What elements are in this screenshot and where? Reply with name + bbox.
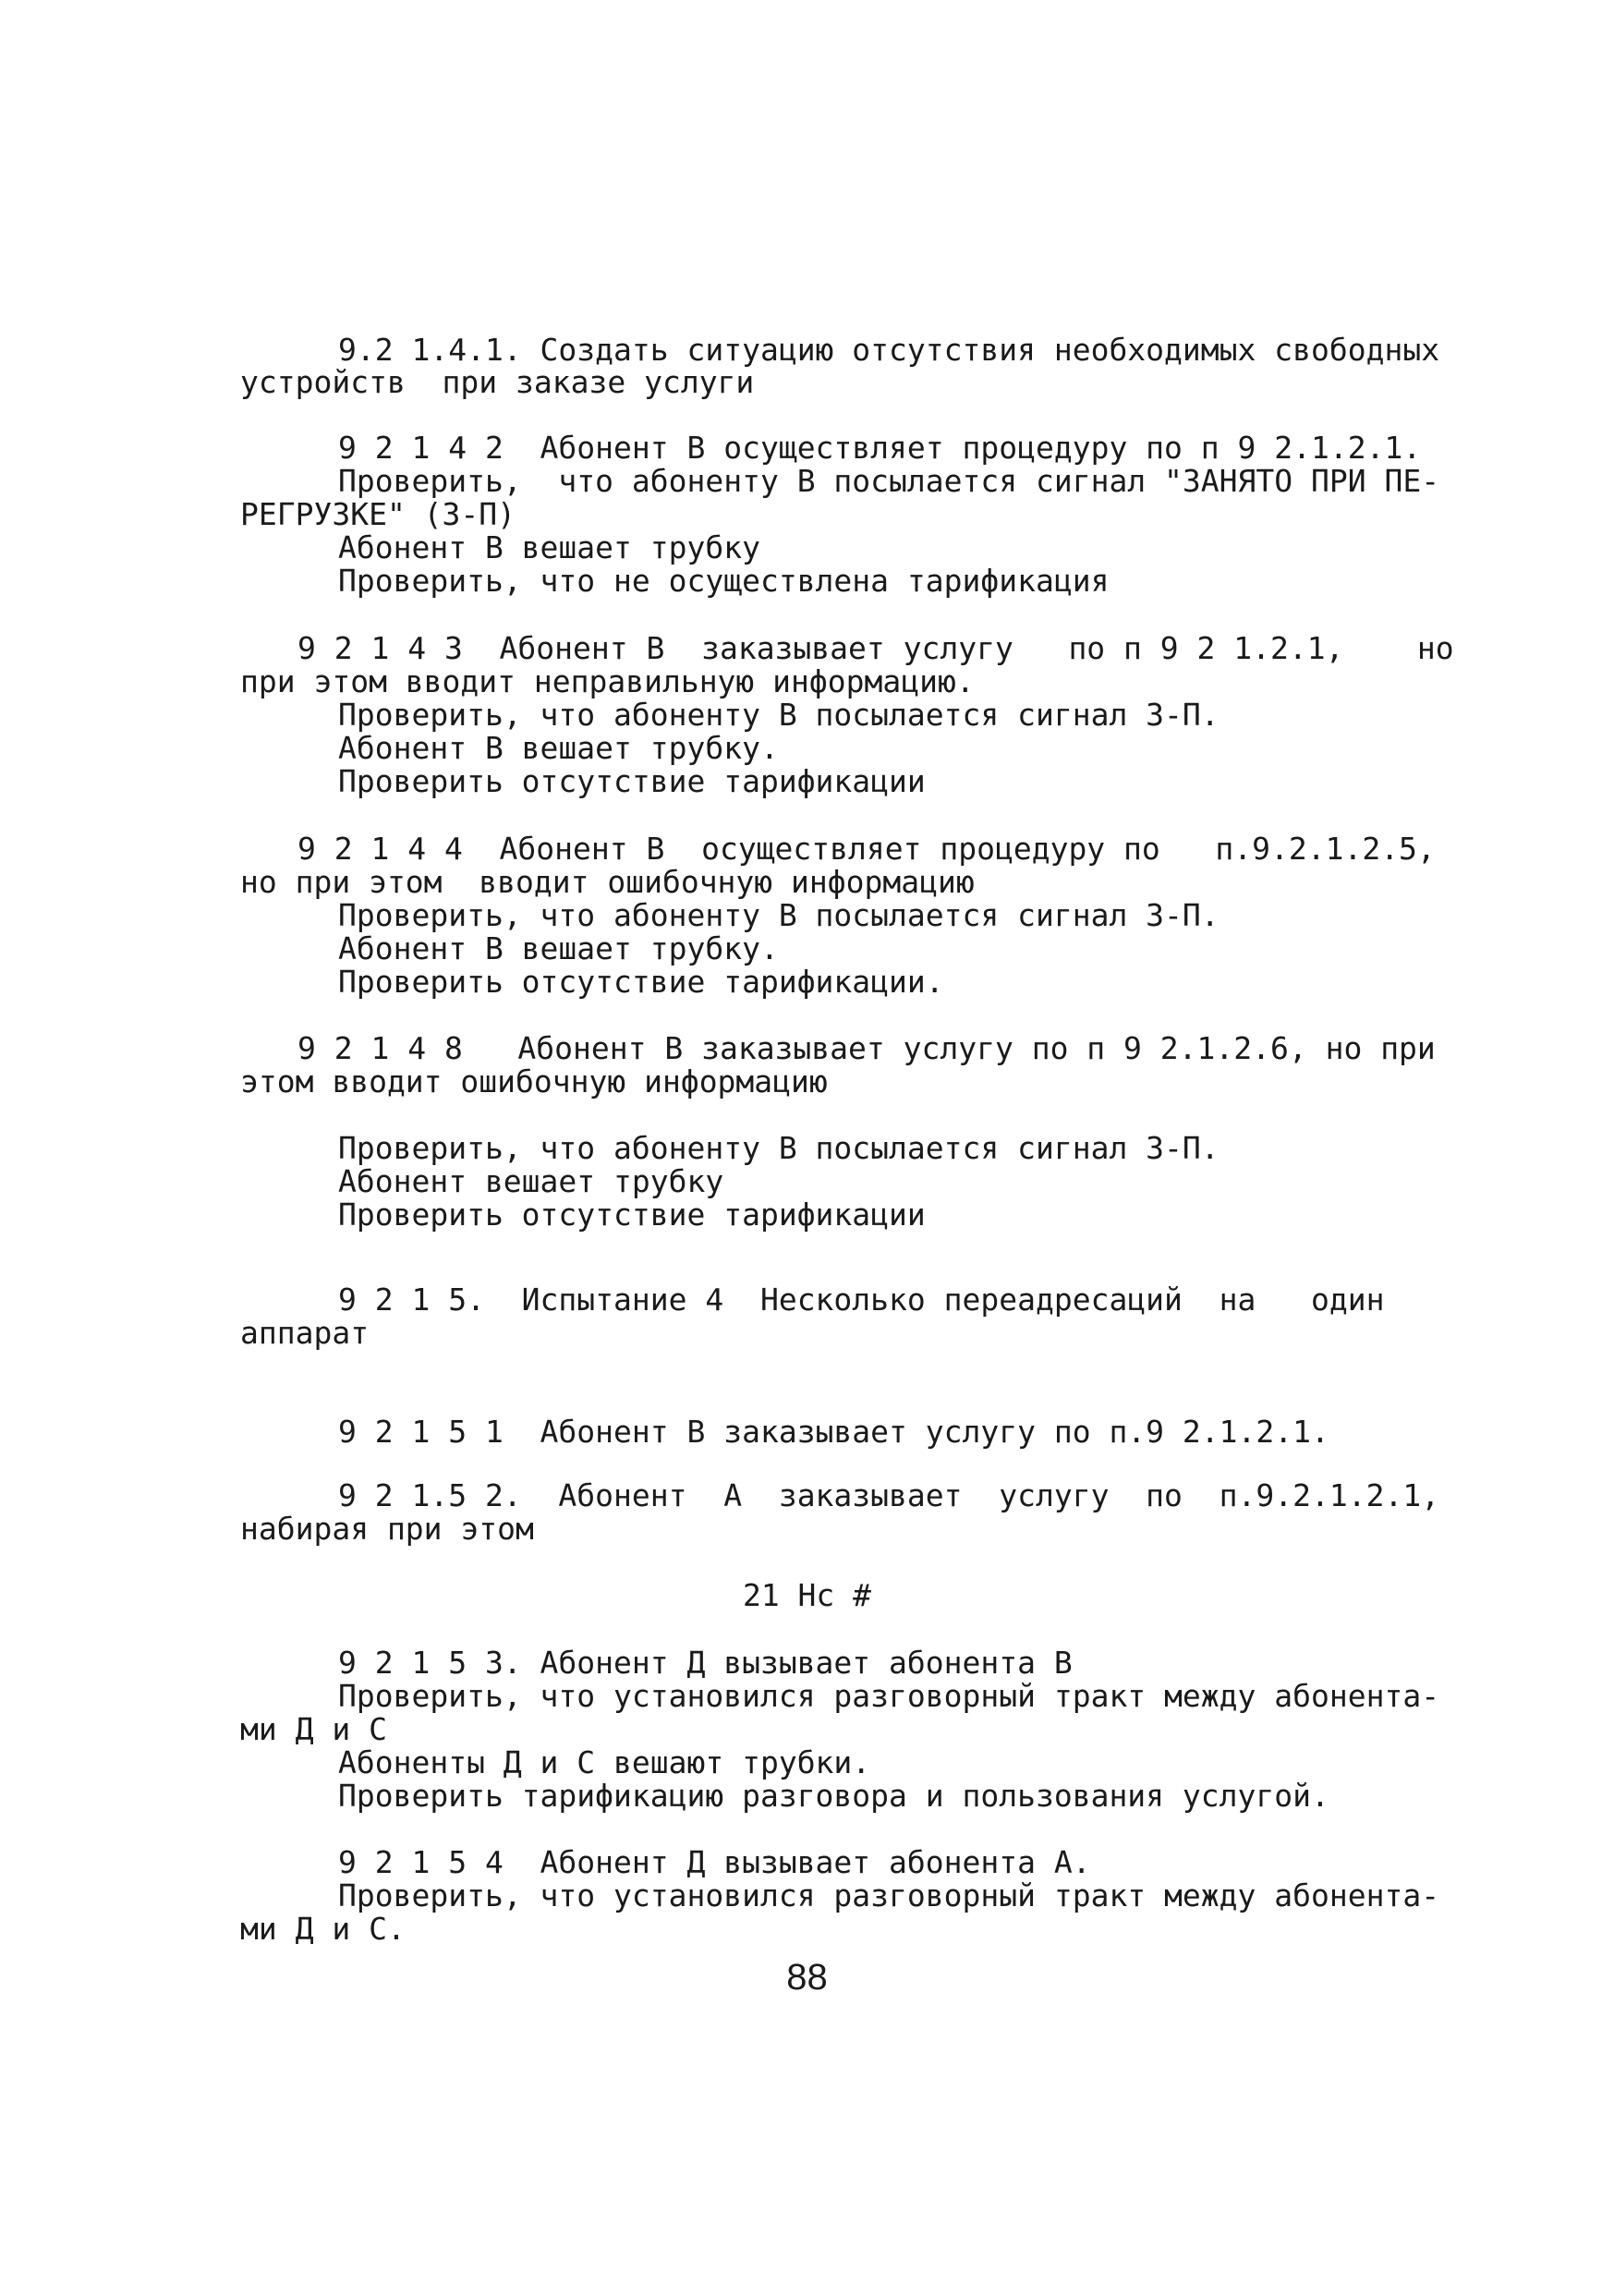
text-line: 9 2 1 5 4 Абонент Д вызывает абонента А.: [338, 1844, 1091, 1880]
text-line: 9 2 1 5. Испытание 4 Несколько переадресаций на один: [338, 1282, 1385, 1318]
text-line: Проверить, что установился разговорный тракт между абонента-: [338, 1877, 1440, 1913]
text-line: 9 2 1 5 3. Абонент Д вызывает абонента В: [338, 1645, 1073, 1681]
section-marker: 21 Нс #: [742, 1577, 872, 1613]
text-line: 9 2 1 4 4 Абонент В осуществляет процедуру по п.9.2.1.2.5,: [297, 831, 1436, 867]
page-number: 88: [786, 1957, 828, 1998]
text-line: устройств при заказе услуги: [240, 364, 755, 400]
text-line: ми Д и С: [240, 1711, 387, 1747]
text-line: при этом вводит неправильную информацию.: [240, 663, 975, 699]
text-line: Абонент вешает трубку: [338, 1163, 724, 1199]
text-line: 9.2 1.4.1. Создать ситуацию отсутствия необходимых свободных: [338, 332, 1440, 368]
text-line: РЕГРУЗКЕ" (3-П): [240, 496, 516, 532]
text-line: 9 2 1.5 2. Абонент А заказывает услугу по п.9.2.1.2.1,: [338, 1477, 1440, 1513]
text-line: Абонент В вешает трубку.: [338, 930, 779, 966]
text-line: Абонент В вешает трубку.: [338, 730, 779, 766]
text-line: Проверить отсутствие тарификации.: [338, 964, 944, 1000]
text-line: но при этом вводит ошибочную информацию: [240, 864, 975, 900]
text-line: Проверить, что не осуществлена тарификация: [338, 563, 1110, 599]
text-line: 9 2 1 4 2 Абонент В осуществляет процедуру по п 9 2.1.2.1.: [338, 430, 1422, 466]
text-line: Проверить, что установился разговорный тракт между абонента-: [338, 1678, 1440, 1714]
text-line: ми Д и С.: [240, 1911, 406, 1947]
text-line: Проверить, что абоненту В посылается сигнал 3-П.: [338, 1130, 1220, 1166]
text-line: набирая при этом: [240, 1511, 534, 1547]
text-line: Абоненты Д и С вешают трубки.: [338, 1744, 871, 1780]
text-line: Проверить отсутствие тарификации: [338, 1197, 926, 1233]
text-line: Проверить, что абоненту В посылается сигнал "ЗАНЯТО ПРИ ПЕ-: [338, 463, 1440, 499]
text-line: 9 2 1 4 8 Абонент В заказывает услугу по п 9 2.1.2.6, но при: [297, 1030, 1436, 1066]
text-line: Проверить, что абоненту В посылается сигнал 3-П.: [338, 697, 1220, 733]
text-line: 9 2 1 4 3 Абонент В заказывает услугу по п 9 2 1.2.1, но: [297, 630, 1454, 666]
text-line: Абонент В вешает трубку: [338, 529, 760, 565]
text-line: Проверить, что абоненту В посылается сигнал 3-П.: [338, 897, 1220, 933]
text-line: Проверить тарификацию разговора и пользования услугой.: [338, 1778, 1329, 1814]
text-line: Проверить отсутствие тарификации: [338, 763, 926, 799]
text-line: 9 2 1 5 1 Абонент В заказывает услугу по п.9 2.1.2.1.: [338, 1414, 1329, 1450]
text-line: аппарат: [240, 1315, 370, 1351]
text-line: этом вводит ошибочную информацию: [240, 1063, 828, 1099]
